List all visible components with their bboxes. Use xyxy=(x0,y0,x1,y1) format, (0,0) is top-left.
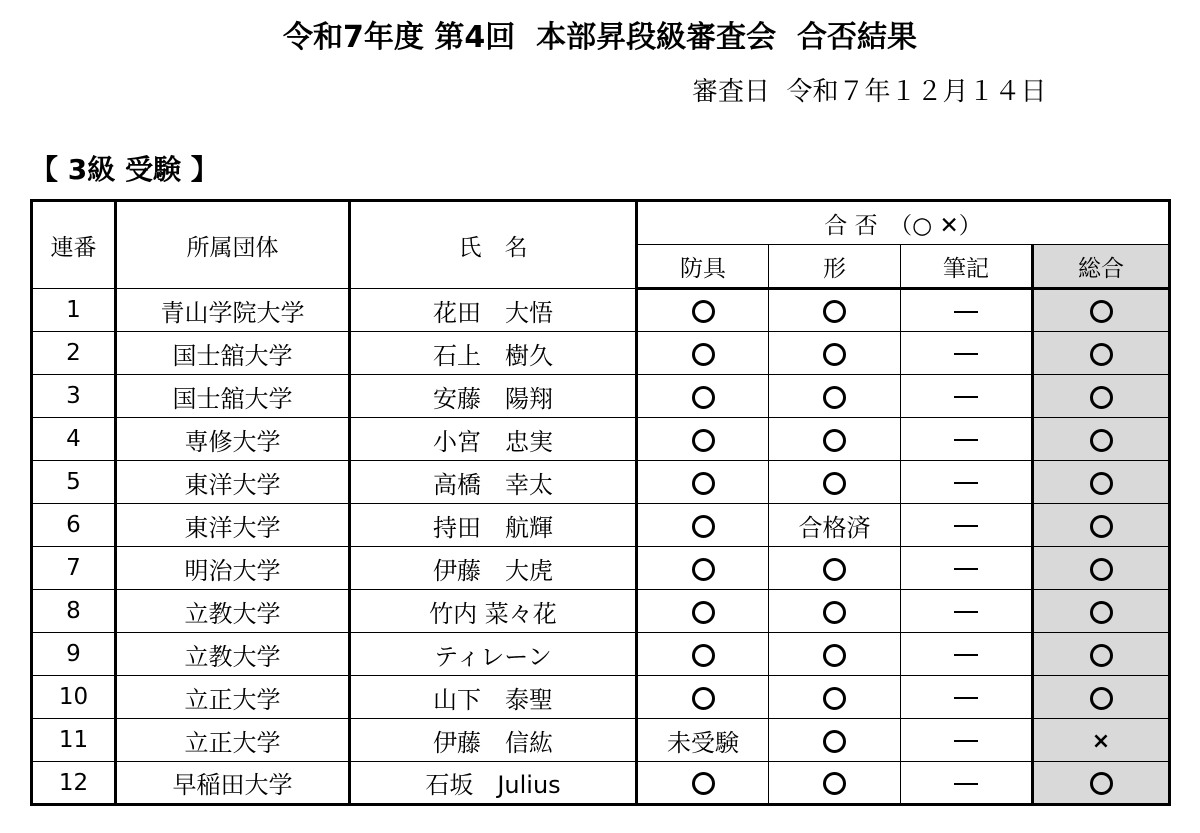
kata-result-cell: 合格済 xyxy=(769,504,901,547)
name-cell: 安藤 陽翔 xyxy=(350,375,637,418)
table-row xyxy=(32,289,1170,332)
table-row xyxy=(32,375,1170,418)
pass-circle-icon xyxy=(1090,386,1113,409)
written-result-cell xyxy=(901,719,1033,762)
bogu-result-cell xyxy=(637,504,769,547)
kata-result-cell xyxy=(769,676,901,719)
row-number-cell: 8 xyxy=(32,590,116,633)
not-applicable-dash-icon xyxy=(954,353,978,355)
pass-circle-icon xyxy=(692,300,715,323)
total-result-cell xyxy=(1033,719,1170,762)
written-result-cell xyxy=(901,547,1033,590)
column-header-number: 連番 xyxy=(32,201,116,289)
affiliation-cell: 早稲田大学 xyxy=(116,762,350,805)
kata-result-cell xyxy=(769,332,901,375)
pass-circle-icon xyxy=(823,300,846,323)
not-applicable-dash-icon xyxy=(954,783,978,785)
row-number-cell: 12 xyxy=(32,762,116,805)
name-cell: ティレーン xyxy=(350,633,637,676)
kata-result-cell xyxy=(769,547,901,590)
written-result-cell xyxy=(901,375,1033,418)
pass-circle-icon xyxy=(692,386,715,409)
table-row xyxy=(32,461,1170,504)
row-number-cell: 4 xyxy=(32,418,116,461)
not-applicable-dash-icon xyxy=(954,654,978,656)
section-heading: 【 3級 受験 】 xyxy=(30,153,219,186)
total-result-cell xyxy=(1033,461,1170,504)
kata-result-cell xyxy=(769,719,901,762)
kata-result-cell xyxy=(769,590,901,633)
not-applicable-dash-icon xyxy=(954,439,978,441)
written-result-cell xyxy=(901,762,1033,805)
row-number-cell: 1 xyxy=(32,289,116,332)
not-applicable-dash-icon xyxy=(954,482,978,484)
name-cell: 石上 樹久 xyxy=(350,332,637,375)
table-row xyxy=(32,547,1170,590)
name-cell: 伊藤 大虎 xyxy=(350,547,637,590)
kata-result-cell xyxy=(769,375,901,418)
page-title: 令和7年度 第4回 本部昇段級審査会 合否結果 xyxy=(283,20,917,55)
not-applicable-dash-icon xyxy=(954,697,978,699)
pass-circle-icon xyxy=(823,687,846,710)
table-row xyxy=(32,504,1170,547)
pass-circle-icon xyxy=(1090,343,1113,366)
name-cell: 小宮 忠実 xyxy=(350,418,637,461)
pass-circle-icon xyxy=(1090,687,1113,710)
bogu-result-cell xyxy=(637,633,769,676)
pass-circle-icon xyxy=(692,429,715,452)
total-result-cell xyxy=(1033,676,1170,719)
table-header-row xyxy=(32,201,1170,245)
row-number-cell: 2 xyxy=(32,332,116,375)
total-result-cell xyxy=(1033,762,1170,805)
bogu-result-cell xyxy=(637,461,769,504)
pass-circle-icon xyxy=(1090,472,1113,495)
total-result-cell xyxy=(1033,289,1170,332)
column-header-bogu: 防具 xyxy=(637,245,769,289)
pass-circle-icon xyxy=(823,386,846,409)
bogu-result-cell xyxy=(637,590,769,633)
pass-circle-icon xyxy=(692,515,715,538)
written-result-cell xyxy=(901,461,1033,504)
pass-circle-icon xyxy=(692,558,715,581)
pass-circle-icon xyxy=(1090,300,1113,323)
pass-circle-icon xyxy=(1090,558,1113,581)
not-applicable-dash-icon xyxy=(954,396,978,398)
pass-circle-icon xyxy=(1090,601,1113,624)
affiliation-cell: 明治大学 xyxy=(116,547,350,590)
column-header-written: 筆記 xyxy=(901,245,1033,289)
pass-circle-icon xyxy=(1090,515,1113,538)
not-applicable-dash-icon xyxy=(954,740,978,742)
not-applicable-dash-icon xyxy=(954,311,978,313)
written-result-cell xyxy=(901,332,1033,375)
pass-circle-icon xyxy=(692,772,715,795)
total-result-cell xyxy=(1033,504,1170,547)
pass-circle-icon xyxy=(823,343,846,366)
pass-circle-icon xyxy=(823,772,846,795)
total-result-cell xyxy=(1033,332,1170,375)
bogu-result-cell xyxy=(637,547,769,590)
affiliation-cell: 国士舘大学 xyxy=(116,332,350,375)
row-number-cell: 10 xyxy=(32,676,116,719)
row-number-cell: 9 xyxy=(32,633,116,676)
pass-circle-icon xyxy=(823,601,846,624)
pass-circle-icon xyxy=(692,472,715,495)
column-header-result-group: 合 否 （○ ✕） xyxy=(637,201,1170,245)
name-cell: 高橋 幸太 xyxy=(350,461,637,504)
total-result-cell xyxy=(1033,590,1170,633)
written-result-cell xyxy=(901,676,1033,719)
table-row xyxy=(32,633,1170,676)
table-row xyxy=(32,332,1170,375)
name-cell: 持田 航輝 xyxy=(350,504,637,547)
total-result-cell xyxy=(1033,375,1170,418)
affiliation-cell: 立正大学 xyxy=(116,676,350,719)
affiliation-cell: 専修大学 xyxy=(116,418,350,461)
bogu-result-cell: 未受験 xyxy=(637,719,769,762)
table-row xyxy=(32,418,1170,461)
pass-circle-icon xyxy=(823,558,846,581)
pass-circle-icon xyxy=(692,644,715,667)
kata-result-cell xyxy=(769,633,901,676)
bogu-result-cell xyxy=(637,332,769,375)
written-result-cell xyxy=(901,289,1033,332)
pass-circle-icon xyxy=(692,687,715,710)
total-result-cell xyxy=(1033,633,1170,676)
table-row xyxy=(32,762,1170,805)
name-cell: 伊藤 信紘 xyxy=(350,719,637,762)
bogu-result-cell xyxy=(637,375,769,418)
written-result-cell xyxy=(901,418,1033,461)
total-result-cell xyxy=(1033,547,1170,590)
table-row xyxy=(32,590,1170,633)
column-header-kata: 形 xyxy=(769,245,901,289)
affiliation-cell: 国士舘大学 xyxy=(116,375,350,418)
pass-circle-icon xyxy=(1090,772,1113,795)
kata-result-cell xyxy=(769,762,901,805)
not-applicable-dash-icon xyxy=(954,525,978,527)
affiliation-cell: 東洋大学 xyxy=(116,504,350,547)
column-header-name: 氏 名 xyxy=(350,201,637,289)
table-row xyxy=(32,719,1170,762)
pass-circle-icon xyxy=(1090,429,1113,452)
not-applicable-dash-icon xyxy=(954,568,978,570)
bogu-result-cell xyxy=(637,289,769,332)
name-cell: 竹内 菜々花 xyxy=(350,590,637,633)
affiliation-cell: 立教大学 xyxy=(116,590,350,633)
column-header-affiliation: 所属団体 xyxy=(116,201,350,289)
pass-circle-icon xyxy=(823,472,846,495)
name-cell: 山下 泰聖 xyxy=(350,676,637,719)
not-applicable-dash-icon xyxy=(954,611,978,613)
affiliation-cell: 東洋大学 xyxy=(116,461,350,504)
bogu-result-cell xyxy=(637,676,769,719)
pass-circle-icon xyxy=(823,730,846,753)
pass-circle-icon xyxy=(823,644,846,667)
written-result-cell xyxy=(901,633,1033,676)
exam-date: 審査日 令和７年１２月１４日 xyxy=(692,77,1047,107)
kata-result-cell xyxy=(769,289,901,332)
fail-cross-icon: × xyxy=(1091,729,1111,754)
column-header-total: 総合 xyxy=(1033,245,1170,289)
affiliation-cell: 立正大学 xyxy=(116,719,350,762)
pass-circle-icon xyxy=(692,601,715,624)
pass-circle-icon xyxy=(692,343,715,366)
row-number-cell: 6 xyxy=(32,504,116,547)
affiliation-cell: 立教大学 xyxy=(116,633,350,676)
total-result-cell xyxy=(1033,418,1170,461)
pass-circle-icon xyxy=(1090,644,1113,667)
row-number-cell: 3 xyxy=(32,375,116,418)
row-number-cell: 7 xyxy=(32,547,116,590)
name-cell: 石坂 Julius xyxy=(350,762,637,805)
kata-result-cell xyxy=(769,418,901,461)
affiliation-cell: 青山学院大学 xyxy=(116,289,350,332)
name-cell: 花田 大悟 xyxy=(350,289,637,332)
bogu-result-cell xyxy=(637,762,769,805)
written-result-cell xyxy=(901,504,1033,547)
results-table xyxy=(30,199,1171,806)
bogu-result-cell xyxy=(637,418,769,461)
written-result-cell xyxy=(901,590,1033,633)
row-number-cell: 5 xyxy=(32,461,116,504)
pass-circle-icon xyxy=(823,429,846,452)
kata-result-cell xyxy=(769,461,901,504)
row-number-cell: 11 xyxy=(32,719,116,762)
table-row xyxy=(32,676,1170,719)
